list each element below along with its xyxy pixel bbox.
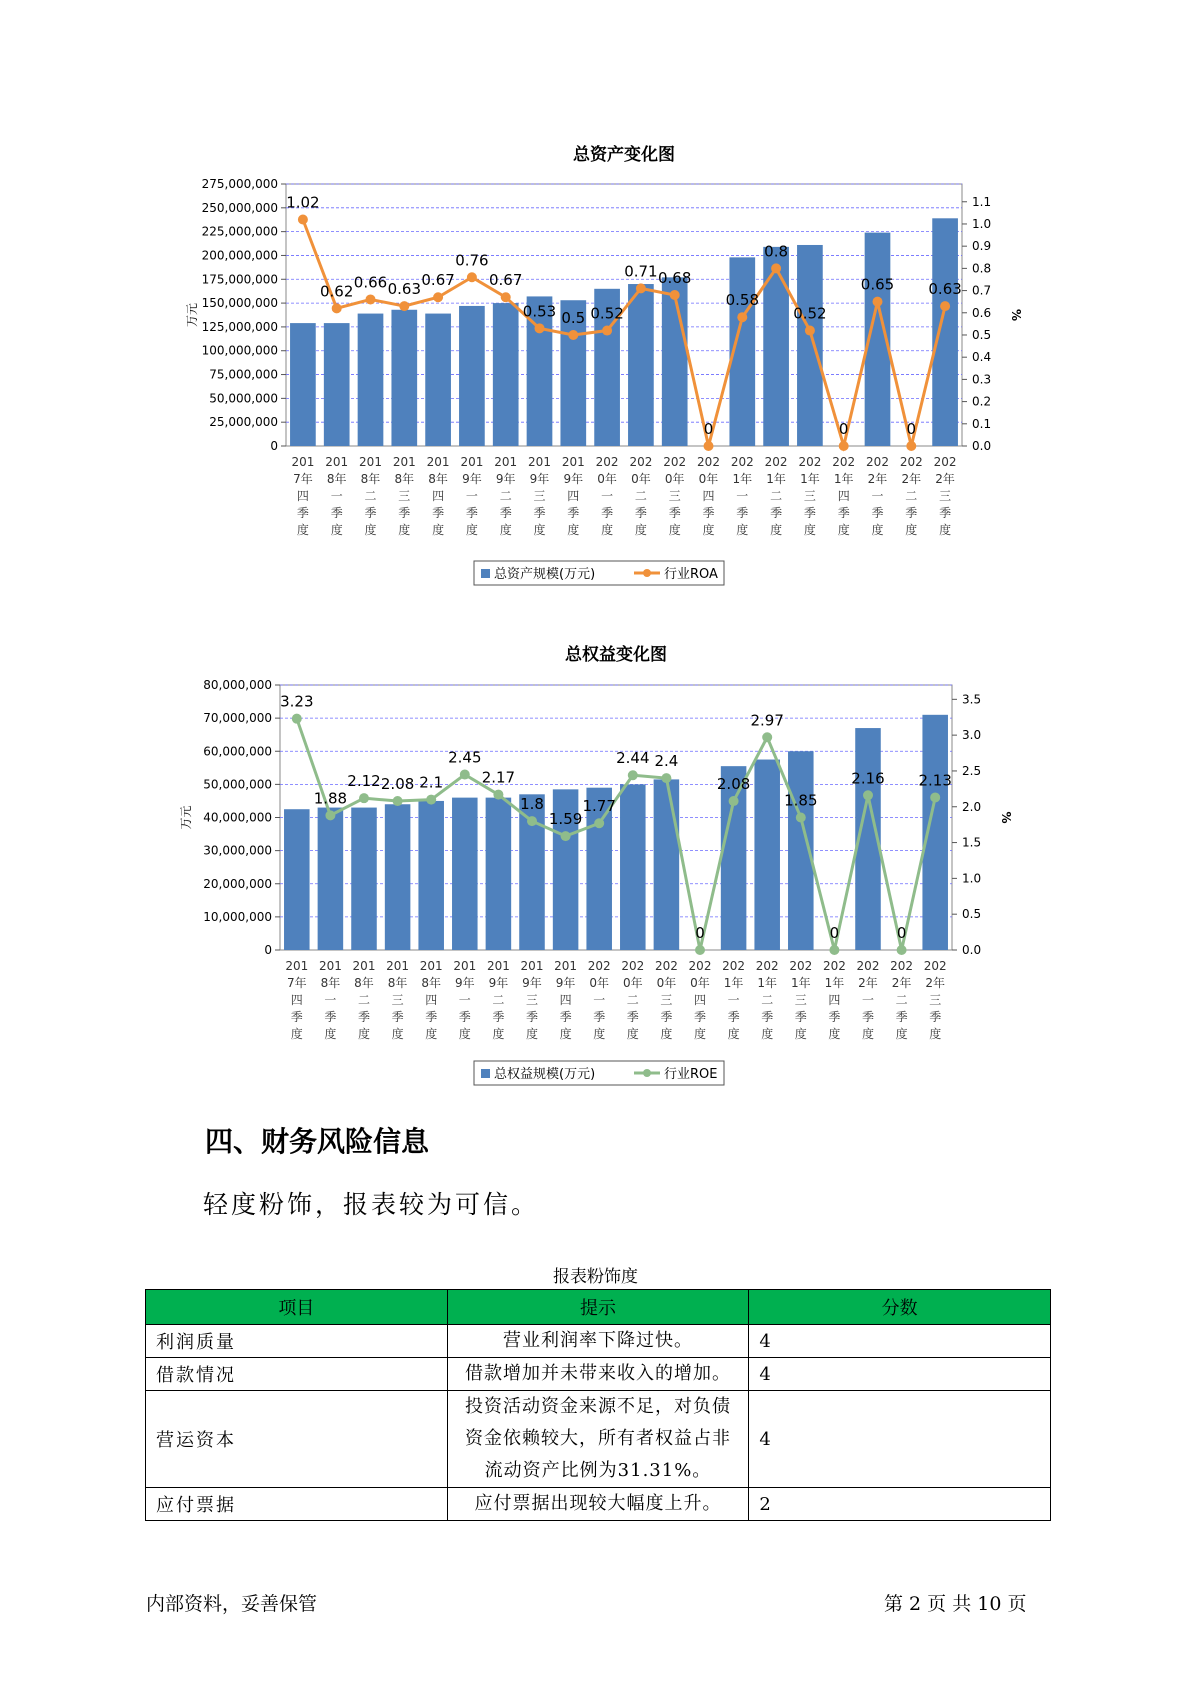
data-label: 0.53: [522, 302, 557, 321]
legend-bar-label: 总资产规模(万元): [494, 567, 596, 582]
bar: [654, 779, 680, 950]
data-point: [670, 290, 680, 300]
table-row: [146, 1358, 1051, 1391]
row-score: 4: [749, 1325, 1051, 1358]
x-tick-label: 202 2年二季度: [890, 959, 914, 1041]
row-score: 4: [749, 1358, 1051, 1391]
bar: [620, 784, 646, 950]
y-axis-label: 万元: [185, 302, 199, 328]
y2-tick-label: 0.6: [972, 305, 992, 320]
x-tick-label: 201 9年一季度: [460, 455, 484, 537]
data-point: [426, 795, 436, 805]
data-point: [805, 326, 815, 336]
y2-tick-label: 2.0: [962, 799, 982, 814]
data-point: [897, 945, 907, 955]
y2-tick-label: 1.0: [972, 216, 992, 231]
bar: [459, 306, 485, 446]
data-point: [433, 292, 443, 302]
x-tick-label: 201 8年二季度: [352, 959, 376, 1041]
table-row: [146, 1391, 1051, 1488]
data-label: 2.45: [448, 748, 482, 767]
x-tick-label: 202 2年三季度: [923, 959, 947, 1041]
data-point: [737, 312, 747, 322]
x-tick-label: 201 8年三季度: [386, 959, 410, 1041]
row-hint: 应付票据出现较大幅度上升。: [447, 1488, 749, 1521]
bar: [493, 303, 519, 446]
data-point: [568, 330, 578, 340]
x-tick-label: 202 0年二季度: [621, 959, 645, 1041]
y-tick-label: 80,000,000: [203, 678, 272, 692]
legend-bar-swatch: [481, 1069, 490, 1078]
y-tick-label: 30,000,000: [203, 843, 272, 858]
bar: [351, 808, 377, 950]
bar: [628, 284, 654, 446]
y2-tick-label: 0.0: [972, 439, 992, 453]
data-label: 0: [906, 420, 917, 438]
x-tick-label: 201 8年二季度: [359, 455, 382, 537]
data-point: [325, 810, 335, 820]
data-point: [359, 793, 369, 803]
legend-line-marker: [643, 569, 651, 577]
row-item: 借款情况: [146, 1358, 448, 1391]
y2-tick-label: 0.1: [972, 416, 992, 431]
x-tick-label: 201 9年二季度: [494, 455, 518, 537]
table-row: [146, 1325, 1051, 1358]
data-label: 0.52: [793, 304, 827, 323]
data-label: 0: [829, 924, 840, 942]
data-label: 0.67: [421, 271, 455, 290]
bar: [318, 808, 344, 950]
x-tick-label: 202 0年四季度: [688, 959, 712, 1041]
data-point: [366, 294, 376, 304]
data-point: [829, 945, 839, 955]
x-tick-label: 201 9年三季度: [528, 455, 551, 537]
data-label: 2.08: [380, 775, 415, 794]
legend-line-marker: [643, 1069, 651, 1077]
data-point: [535, 323, 545, 333]
x-tick-label: 202 0年一季度: [595, 455, 619, 537]
data-label: 1.85: [784, 791, 818, 810]
y2-tick-label: 1.5: [962, 835, 982, 850]
y2-tick-label: 3.0: [962, 728, 982, 743]
y2-tick-label: 0.0: [962, 943, 982, 957]
data-label: 0.67: [488, 271, 523, 290]
bar: [391, 310, 417, 446]
footer-page-number: 第 2 页 共 10 页: [884, 1593, 1027, 1615]
data-point: [393, 796, 403, 806]
data-label: 0.63: [928, 280, 962, 299]
data-label: 2.44: [616, 749, 650, 768]
data-point: [839, 441, 849, 451]
risk-summary: 轻度粉饰，报表较为可信。: [203, 1190, 540, 1219]
y-tick-label: 20,000,000: [203, 876, 272, 891]
x-tick-label: 201 7年四季度: [291, 455, 315, 537]
data-point: [493, 790, 503, 800]
bar: [418, 801, 444, 950]
y2-tick-label: 0.9: [972, 239, 992, 254]
total-equity-chart: [0, 600, 1191, 1100]
x-tick-label: 202 1年一季度: [722, 959, 746, 1041]
x-tick-label: 201 9年二季度: [486, 959, 510, 1041]
data-label: 0.8: [764, 242, 789, 261]
data-label: 0: [703, 420, 714, 438]
row-hint: 营业利润率下降过快。: [447, 1325, 749, 1358]
bar: [452, 798, 478, 950]
header-item: 项目: [146, 1290, 448, 1325]
data-label: 0.58: [725, 291, 760, 310]
chart-title: 总资产变化图: [573, 145, 675, 165]
data-label: 0: [695, 924, 705, 942]
data-label: 0.68: [657, 269, 692, 288]
x-tick-label: 202 0年三季度: [654, 959, 678, 1041]
data-point: [628, 770, 638, 780]
y-tick-label: 0: [264, 943, 272, 957]
x-tick-label: 202 0年二季度: [629, 455, 653, 537]
data-label: 0.52: [590, 304, 624, 323]
x-tick-label: 202 1年三季度: [798, 455, 822, 537]
y-tick-label: 175,000,000: [201, 272, 278, 287]
data-label: 2.13: [918, 771, 952, 790]
data-label: 0.63: [387, 280, 422, 299]
x-tick-label: 202 0年三季度: [663, 455, 687, 537]
y2-tick-label: 1.1: [972, 194, 992, 209]
y2-tick-label: 0.8: [972, 261, 992, 276]
data-point: [873, 297, 883, 307]
data-point: [940, 301, 950, 311]
bar: [290, 323, 316, 446]
x-tick-label: 201 8年一季度: [318, 959, 342, 1041]
y-tick-label: 75,000,000: [209, 367, 278, 382]
data-point: [467, 272, 477, 282]
data-label: 1.88: [313, 789, 348, 808]
data-label: 0.76: [455, 251, 489, 270]
x-tick-label: 202 1年三季度: [789, 959, 813, 1041]
y2-tick-label: 0.5: [962, 907, 982, 922]
bar: [754, 760, 780, 950]
legend-bar-swatch: [481, 569, 490, 578]
header-score: 分数: [749, 1290, 1051, 1325]
data-label: 0.66: [353, 273, 388, 292]
data-point: [527, 816, 537, 826]
y2-tick-label: 0.5: [972, 327, 992, 342]
y2-axis-label: %: [999, 811, 1013, 824]
x-tick-label: 202 2年二季度: [899, 455, 923, 537]
bar: [763, 247, 789, 446]
x-tick-label: 202 1年一季度: [730, 455, 754, 537]
row-item: 营运资本: [146, 1391, 448, 1488]
bar: [932, 218, 958, 446]
header-hint: 提示: [447, 1290, 749, 1325]
row-score: 2: [749, 1488, 1051, 1521]
bar: [721, 766, 747, 950]
data-label: 2.08: [716, 775, 751, 794]
row-hint: 投资活动资金来源不足，对负债资金依赖较大，所有者权益占非流动资产比例为31.31%。: [447, 1391, 749, 1488]
data-label: 2.97: [750, 711, 784, 730]
bar: [797, 245, 823, 446]
y-tick-label: 40,000,000: [203, 810, 272, 825]
data-label: 0: [838, 420, 849, 438]
bar: [486, 798, 512, 950]
x-tick-label: 201 8年三季度: [392, 455, 416, 537]
table-header-row: [146, 1290, 1051, 1325]
y-axis-label: 万元: [179, 805, 193, 830]
x-tick-label: 201 9年三季度: [520, 959, 544, 1041]
row-item: 利润质量: [146, 1325, 448, 1358]
x-tick-label: 201 8年四季度: [426, 455, 450, 537]
table-caption: 报表粉饰度: [553, 1267, 638, 1287]
total-assets-chart: [0, 0, 1191, 600]
y-tick-label: 150,000,000: [201, 296, 278, 311]
data-label: 2.1: [419, 773, 444, 792]
x-tick-label: 202 2年一季度: [866, 455, 889, 537]
data-point: [796, 813, 806, 823]
legend-line-label: 行业ROE: [664, 1067, 718, 1082]
data-point: [399, 301, 409, 311]
y-tick-label: 0: [270, 439, 278, 453]
data-label: 0: [896, 924, 907, 942]
x-tick-label: 202 0年一季度: [587, 959, 611, 1041]
risk-table: [145, 1289, 1051, 1521]
data-point: [602, 326, 612, 336]
row-hint: 借款增加并未带来收入的增加。: [447, 1358, 749, 1391]
y-tick-label: 100,000,000: [201, 343, 278, 358]
bar: [425, 314, 451, 446]
data-point: [561, 831, 571, 841]
y2-axis-label: %: [1009, 308, 1023, 322]
table-row: [146, 1488, 1051, 1521]
y-tick-label: 10,000,000: [203, 909, 272, 924]
y-tick-label: 125,000,000: [201, 319, 278, 334]
x-tick-label: 201 8年四季度: [419, 959, 443, 1041]
data-point: [729, 796, 739, 806]
data-point: [771, 263, 781, 273]
data-point: [906, 441, 916, 451]
data-label: 0.62: [319, 282, 354, 301]
y2-tick-label: 2.5: [962, 763, 982, 778]
x-tick-label: 202 1年四季度: [822, 959, 846, 1041]
data-label: 1.8: [520, 795, 544, 814]
data-point: [292, 714, 302, 724]
section-title: 四、财务风险信息: [205, 1125, 430, 1158]
data-point: [636, 283, 646, 293]
data-label: 2.16: [851, 769, 885, 788]
x-tick-label: 201 8年一季度: [325, 455, 349, 537]
bar: [324, 323, 350, 446]
y2-tick-label: 0.4: [972, 350, 992, 365]
x-tick-label: 201 9年四季度: [561, 455, 585, 537]
data-point: [695, 945, 705, 955]
y2-tick-label: 0.7: [972, 283, 992, 298]
bar: [385, 804, 411, 950]
data-point: [930, 792, 940, 802]
data-point: [863, 790, 873, 800]
plot-area: [286, 184, 962, 446]
x-tick-label: 201 7年四季度: [285, 959, 309, 1041]
data-point: [298, 215, 308, 225]
x-tick-label: 202 1年四季度: [832, 455, 856, 537]
data-point: [332, 303, 342, 313]
bar: [662, 277, 688, 446]
data-label: 2.4: [654, 752, 679, 771]
footer-confidential: 内部资料，妥善保管: [146, 1593, 318, 1615]
y-tick-label: 25,000,000: [209, 415, 278, 430]
y-tick-label: 275,000,000: [201, 177, 278, 191]
row-score: 4: [749, 1391, 1051, 1488]
x-tick-label: 202 2年一季度: [856, 959, 880, 1041]
y-tick-label: 250,000,000: [201, 200, 278, 215]
legend-bar-label: 总权益规模(万元): [494, 1067, 596, 1082]
data-label: 0.71: [624, 262, 658, 281]
data-point: [594, 818, 604, 828]
data-point: [460, 770, 470, 780]
data-point: [762, 732, 772, 742]
data-label: 0.65: [860, 275, 895, 294]
data-point: [501, 292, 511, 302]
x-tick-label: 202 1年二季度: [764, 455, 788, 537]
bar: [358, 314, 384, 446]
data-label: 2.17: [481, 768, 516, 787]
data-point: [704, 441, 714, 451]
x-tick-label: 201 9年一季度: [453, 959, 477, 1041]
data-label: 1.77: [582, 797, 616, 816]
y2-tick-label: 3.5: [962, 692, 982, 707]
x-tick-label: 201 9年四季度: [554, 959, 578, 1041]
y-tick-label: 60,000,000: [203, 744, 272, 759]
data-label: 1.02: [286, 193, 320, 212]
y-tick-label: 200,000,000: [201, 248, 278, 263]
x-tick-label: 202 0年四季度: [697, 455, 720, 537]
data-label: 2.12: [347, 772, 381, 791]
data-label: 0.5: [561, 308, 586, 327]
row-item: 应付票据: [146, 1488, 448, 1521]
legend-line-label: 行业ROA: [664, 567, 718, 582]
data-label: 1.59: [548, 810, 583, 829]
y2-tick-label: 0.2: [972, 394, 992, 409]
y-tick-label: 50,000,000: [209, 391, 278, 406]
data-point: [661, 773, 671, 783]
x-tick-label: 202 2年三季度: [933, 455, 957, 537]
x-tick-label: 202 1年二季度: [755, 959, 779, 1041]
y-tick-label: 70,000,000: [203, 711, 272, 726]
y2-tick-label: 0.3: [972, 372, 992, 387]
y-tick-label: 50,000,000: [203, 777, 272, 792]
bar: [284, 809, 310, 950]
y-tick-label: 225,000,000: [201, 224, 278, 239]
chart-title: 总权益变化图: [565, 645, 667, 665]
y2-tick-label: 1.0: [962, 871, 982, 886]
data-label: 3.23: [280, 692, 314, 711]
